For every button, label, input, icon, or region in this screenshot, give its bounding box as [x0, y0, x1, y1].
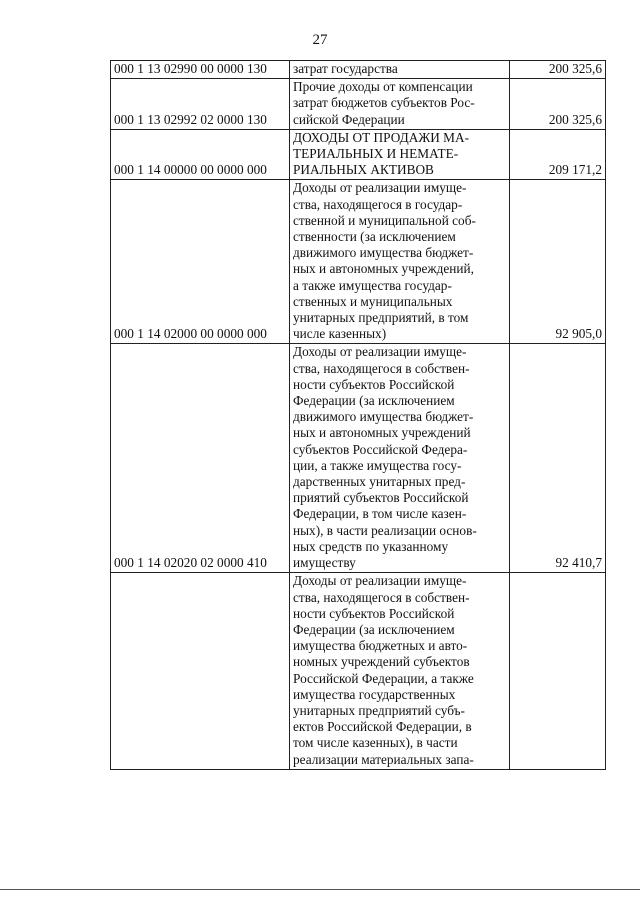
revenue-name-line: движимого имущества бюджет- [293, 245, 474, 261]
table-row [111, 344, 606, 573]
revenue-name-line: унитарных предприятий субъ- [293, 702, 465, 718]
revenue-name-line: сийской Федерации [293, 111, 405, 127]
revenue-name-line: затрат государства [293, 61, 398, 76]
revenue-name-line: ственной и муниципальной соб- [293, 212, 476, 228]
revenue-name-cell [290, 573, 510, 769]
revenue-name-cell [290, 129, 510, 180]
revenue-amount-cell: 200 325,6 [510, 61, 606, 79]
table-row [111, 573, 606, 769]
revenue-name-line: унитарных предприятий, в том [293, 310, 469, 326]
revenue-name-line: ственных и муниципальных [293, 293, 453, 309]
revenue-amount-cell [510, 573, 606, 769]
revenue-name-line: имущества государственных [293, 686, 456, 702]
table-row [111, 180, 606, 344]
revenue-name-line: ДОХОДЫ ОТ ПРОДАЖИ МА- [293, 129, 470, 145]
revenue-code-cell: 000 1 14 02020 02 0000 410 [111, 344, 290, 573]
page-number: 27 [312, 32, 328, 48]
revenue-name-line: субъектов Российской Федера- [293, 441, 468, 457]
revenue-name-line: ных), в части реализации основ- [293, 522, 477, 538]
revenue-name-line: номных учреждений субъектов [293, 654, 470, 670]
revenue-name-line: РИАЛЬНЫХ АКТИВОВ [293, 162, 434, 178]
revenue-name-line: ных и автономных учреждений [293, 425, 471, 441]
revenue-name-line: приятий субъектов Российской [293, 490, 469, 506]
page-bottom-rule [0, 889, 640, 890]
revenue-name-cell [290, 180, 510, 344]
revenue-name-line: Доходы от реализации имуще- [293, 573, 467, 589]
revenue-name-line: Доходы от реализации имуще- [293, 180, 467, 196]
revenue-name-line: числе казенных) [293, 326, 387, 342]
revenue-name-line: ТЕРИАЛЬНЫХ И НЕМАТЕ- [293, 146, 459, 162]
revenue-name-line: Федерации (за исключением [293, 393, 455, 409]
revenue-name-line: ства, находящегося в государ- [293, 196, 463, 212]
revenue-name-line: Федерации (за исключением [293, 621, 455, 637]
revenue-code-cell: 000 1 14 02000 00 0000 000 [111, 180, 290, 344]
revenue-code-cell: 000 1 13 02990 00 0000 130 [111, 61, 290, 79]
revenue-amount-cell: 92 410,7 [510, 344, 606, 573]
revenue-code-cell: 000 1 13 02992 02 0000 130 [111, 79, 290, 130]
revenue-name-line: ции, а также имущества госу- [293, 457, 462, 473]
revenue-name-line: имущества бюджетных и авто- [293, 638, 468, 654]
budget-revenue-table [110, 60, 606, 770]
revenue-name-line: ектов Российской Федерации, в [293, 719, 472, 735]
revenue-name-line: ности субъектов Российской [293, 376, 455, 392]
revenue-name-cell [290, 79, 510, 130]
revenue-code-cell: 000 1 14 00000 00 0000 000 [111, 129, 290, 180]
table-row [111, 61, 606, 79]
revenue-name-cell [290, 61, 510, 79]
revenue-name-cell [290, 344, 510, 573]
revenue-name-line: ственности (за исключением [293, 229, 456, 245]
revenue-name-line: реализации материальных запа- [293, 751, 474, 767]
revenue-name-line: том числе казенных), в части [293, 735, 458, 751]
revenue-code-cell [111, 573, 290, 769]
revenue-amount-cell: 92 905,0 [510, 180, 606, 344]
revenue-name-line: затрат бюджетов субъектов Рос- [293, 95, 475, 111]
revenue-name-line: имуществу [293, 555, 356, 571]
revenue-name-line: а также имущества государ- [293, 277, 452, 293]
table-row [111, 79, 606, 130]
revenue-name-line: движимого имущества бюджет- [293, 409, 474, 425]
revenue-name-line: Российской Федерации, а также [293, 670, 474, 686]
revenue-name-line: Федерации, в том числе казен- [293, 506, 467, 522]
revenue-name-line: ности субъектов Российской [293, 605, 455, 621]
revenue-amount-cell: 200 325,6 [510, 79, 606, 130]
revenue-name-line: Доходы от реализации имуще- [293, 344, 467, 360]
revenue-name-line: ных и автономных учреждений, [293, 261, 474, 277]
revenue-name-line: ства, находящегося в собствен- [293, 360, 470, 376]
revenue-amount-cell: 209 171,2 [510, 129, 606, 180]
revenue-name-line: дарственных унитарных пред- [293, 474, 466, 490]
table-row [111, 129, 606, 180]
revenue-name-line: Прочие доходы от компенсации [293, 79, 473, 95]
revenue-name-line: ства, находящегося в собствен- [293, 589, 470, 605]
revenue-name-line: ных средств по указанному [293, 538, 449, 554]
